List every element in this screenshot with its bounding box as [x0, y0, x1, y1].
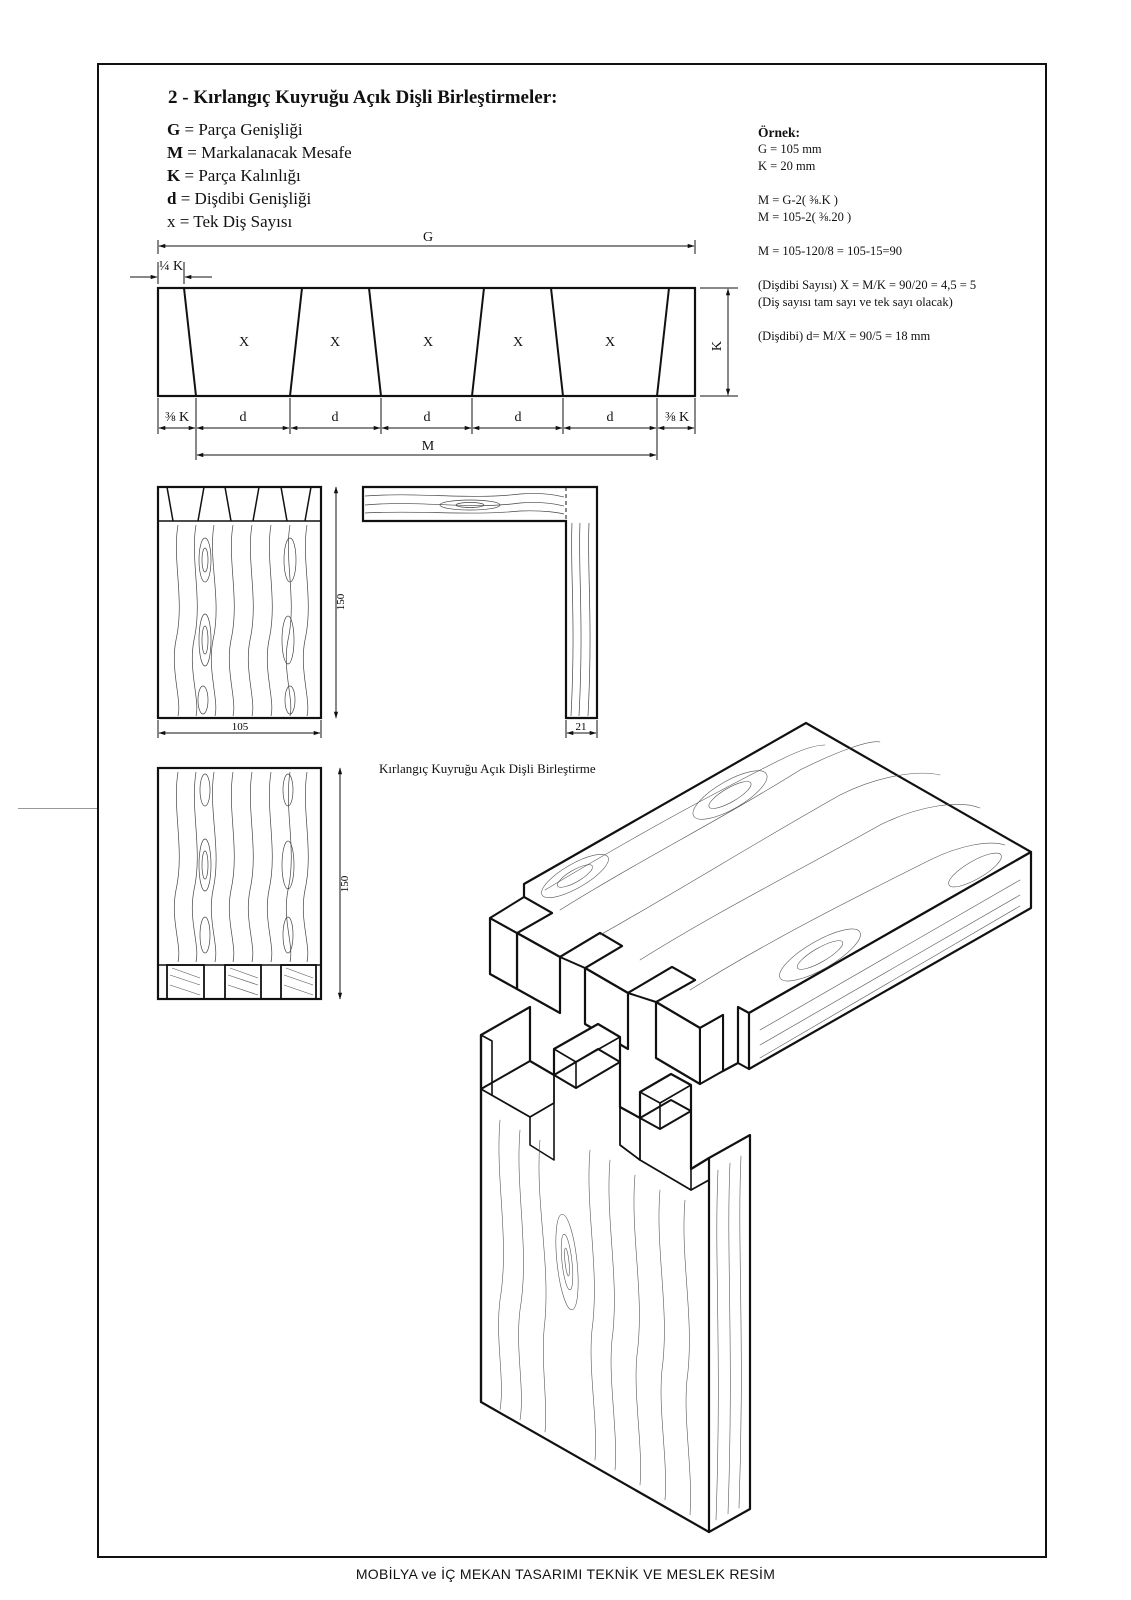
example-m-result: M = 105-120/8 = 105-15=90: [758, 244, 903, 258]
example-g: G = 105 mm: [758, 142, 822, 156]
tail-x-label: X: [422, 335, 434, 350]
dim-height-150-bottom: 150: [339, 875, 351, 893]
example-d-result: (Dişdibi) d= M/X = 90/5 = 18 mm: [758, 329, 931, 343]
example-heading: Örnek:: [758, 125, 800, 140]
legend-item: K = Parça Kalınlığı: [167, 166, 301, 185]
isometric-joint: [481, 723, 1031, 1532]
legend-item: x = Tek Diş Sayısı: [167, 212, 293, 231]
layout-view: [130, 240, 738, 460]
front-view-pins: [158, 768, 340, 999]
example-x-result: (Dişdibi Sayısı) X = M/K = 90/20 = 4,5 = 5: [758, 278, 977, 292]
figure-caption: Kırlangıç Kuyruğu Açık Dişli Birleştirme: [379, 761, 596, 776]
dim-quarter-k-label: ¼ K: [158, 259, 184, 274]
example-x-note: (Diş sayısı tam sayı ve tek sayı olacak): [758, 295, 953, 309]
corner-joint-view: [363, 487, 597, 738]
example-m-formula: M = G-2( ⅜.K ): [758, 193, 838, 207]
page-footer: MOBİLYA ve İÇ MEKAN TASARIMI TEKNİK VE MESLEK RESİM: [355, 1566, 776, 1582]
example-k: K = 20 mm: [758, 159, 816, 173]
tail-x-label: X: [238, 335, 250, 350]
dim-d-label: d: [331, 410, 339, 425]
dim-d-label: d: [514, 410, 522, 425]
dim-d-label: d: [239, 410, 247, 425]
dim-thickness-21: 21: [575, 721, 587, 733]
dim-g-label: G: [422, 230, 434, 245]
legend-item: G = Parça Genişliği: [167, 120, 303, 139]
dim-width-105: 105: [231, 721, 249, 733]
tail-x-label: X: [604, 335, 616, 350]
legend-item: d = Dişdibi Genişliği: [167, 189, 312, 208]
dim-height-150-top: 150: [335, 593, 347, 611]
dim-d-label: d: [606, 410, 614, 425]
dim-d-label: d: [423, 410, 431, 425]
tail-x-label: X: [512, 335, 524, 350]
front-view-tails: [158, 487, 336, 738]
dim-k-label: K: [710, 340, 725, 352]
example-m-substituted: M = 105-2( ⅜.20 ): [758, 210, 852, 224]
dim-eighth-k-right: ⅜ K: [664, 410, 690, 425]
tail-x-label: X: [329, 335, 341, 350]
layout-labels: [159, 230, 725, 454]
legend-item: M = Markalanacak Mesafe: [167, 143, 352, 162]
page-title: 2 - Kırlangıç Kuyruğu Açık Dişli Birleştirmeler:: [168, 87, 558, 108]
dim-m-label: M: [421, 439, 435, 454]
dim-eighth-k-left: ⅜ K: [164, 410, 190, 425]
